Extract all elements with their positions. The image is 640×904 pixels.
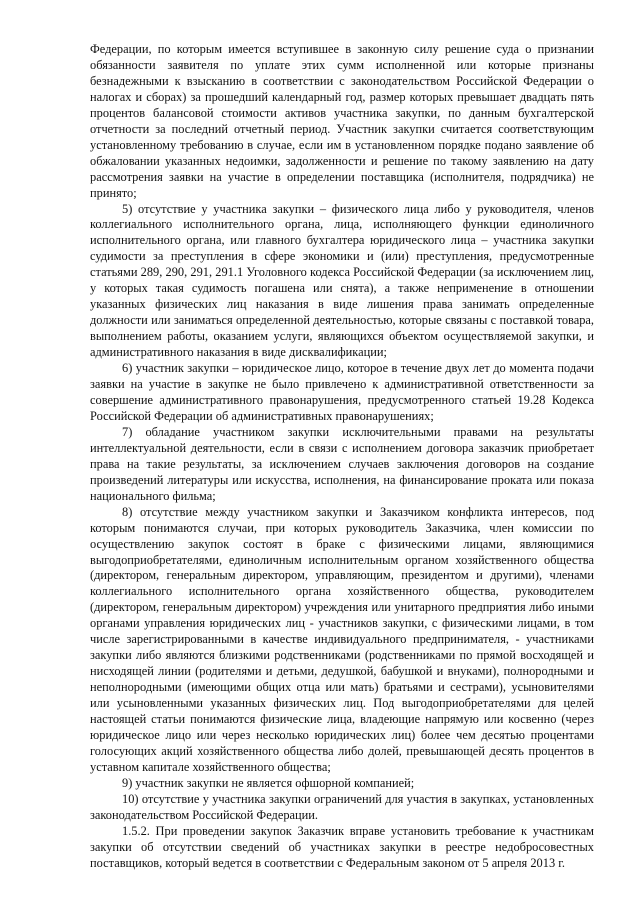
paragraph-item-9: 9) участник закупки не является офшорной компанией; [122, 775, 415, 790]
paragraph-item-5: 5) отсутствие у участника закупки – физического лица либо у руководителя, членов коллегиального исполнительного органа, лица, исполняющего функции единоличного исполнительного органа, или главного бухгалтера юридического лица – участника закупки судимости за преступления в сфере экономики и (или) преступления, предусмотренные статьями 289, 290, 291, 291.1 Уголовного кодекса Российской Федерации (за исключением лиц, у которых такая судимость погашена или снята), а также неприменение в отношении указанных физических лиц наказания в виде лишения права занимать определенные должности или заниматься определенной деятельностью, которые связаны с поставкой товара, выполнением работы, оказанием услуги, являющихся объектом осуществляемой закупки, и административного наказания в виде дисквалификации; [90, 201, 594, 360]
paragraph-section-1-5-2: 1.5.2. При проведении закупок Заказчик вправе установить требование к участникам закупки об отсутствии сведений об участниках закупки в реестре недобросовестных поставщиков, который ведется в соответствии с Федеральным законом от 5 апреля 2013 г. [90, 823, 594, 870]
document-body [90, 42, 594, 872]
paragraph-item-10: 10) отсутствие у участника закупки ограничений для участия в закупках, установленных законодательством Российской Федерации. [90, 791, 594, 822]
paragraph-item-8: 8) отсутствие между участником закупки и Заказчиком конфликта интересов, под которым понимаются случаи, при которых руководитель Заказчика, член комиссии по осуществлению закупок состоят в браке с физическими лицами, являющимися выгодоприобретателями, единоличным исполнительным органом хозяйственного общества (директором, генеральным директором, управляющим, президентом и другими), членами коллегиального исполнительного органа хозяйственного общества, руководителем (директором, генеральным директором) учреждения или унитарного предприятия либо иными органами управления юридических лиц - участников закупки, с физическими лицами, в том числе зарегистрированными в качестве индивидуального предпринимателя, - участниками закупки либо являются близкими родственниками (родственниками по прямой восходящей и нисходящей линии (родителями и детьми, дедушкой, бабушкой и внуками), полнородными и неполнородными (имеющими общих отца или мать) братьями и сестрами), усыновителями или усыновленными указанных физических лиц. Под выгодоприобретателями для целей настоящей статьи понимаются физические лица, владеющие напрямую или косвенно (через юридическое лицо или через несколько юридических лиц) более чем десятью процентами голосующих акций хозяйственного общества либо долей, превышающей десять процентов в уставном капитале хозяйственного общества; [90, 504, 594, 774]
paragraph-continuation: Федерации, по которым имеется вступившее в законную силу решение суда о признании обязанности заявителя по уплате этих сумм исполненной или которые признаны безнадежными к взысканию в соответствии с законодательством Российской Федерации о налогах и сборах) за прошедший календарный год, размер которых превышает двадцать пять процентов балансовой стоимости активов участника закупки, по данным бухгалтерской отчетности за последний отчетный период. Участник закупки считается соответствующим установленному требованию в случае, если им в установленном порядке подано заявление об обжаловании указанных недоимки, задолженности и решение по такому заявлению на дату рассмотрения заявки на участие в определении поставщика (исполнителя, подрядчика) не принято; [90, 42, 594, 200]
paragraph-item-6: 6) участник закупки – юридическое лицо, которое в течение двух лет до момента подачи заявки на участие в закупке не было привлечено к административной ответственности за совершение административного правонарушения, предусмотренного статьей 19.28 Кодекса Российской Федерации об административных правонарушениях; [90, 361, 594, 423]
paragraph-item-7: 7) обладание участником закупки исключительными правами на результаты интеллектуальной деятельности, если в связи с исполнением договора заказчик приобретает права на такие результаты, за исключением случаев заключения договоров на создание произведений литературы или искусства, исполнения, на финансирование проката или показа национального фильма; [90, 424, 594, 503]
